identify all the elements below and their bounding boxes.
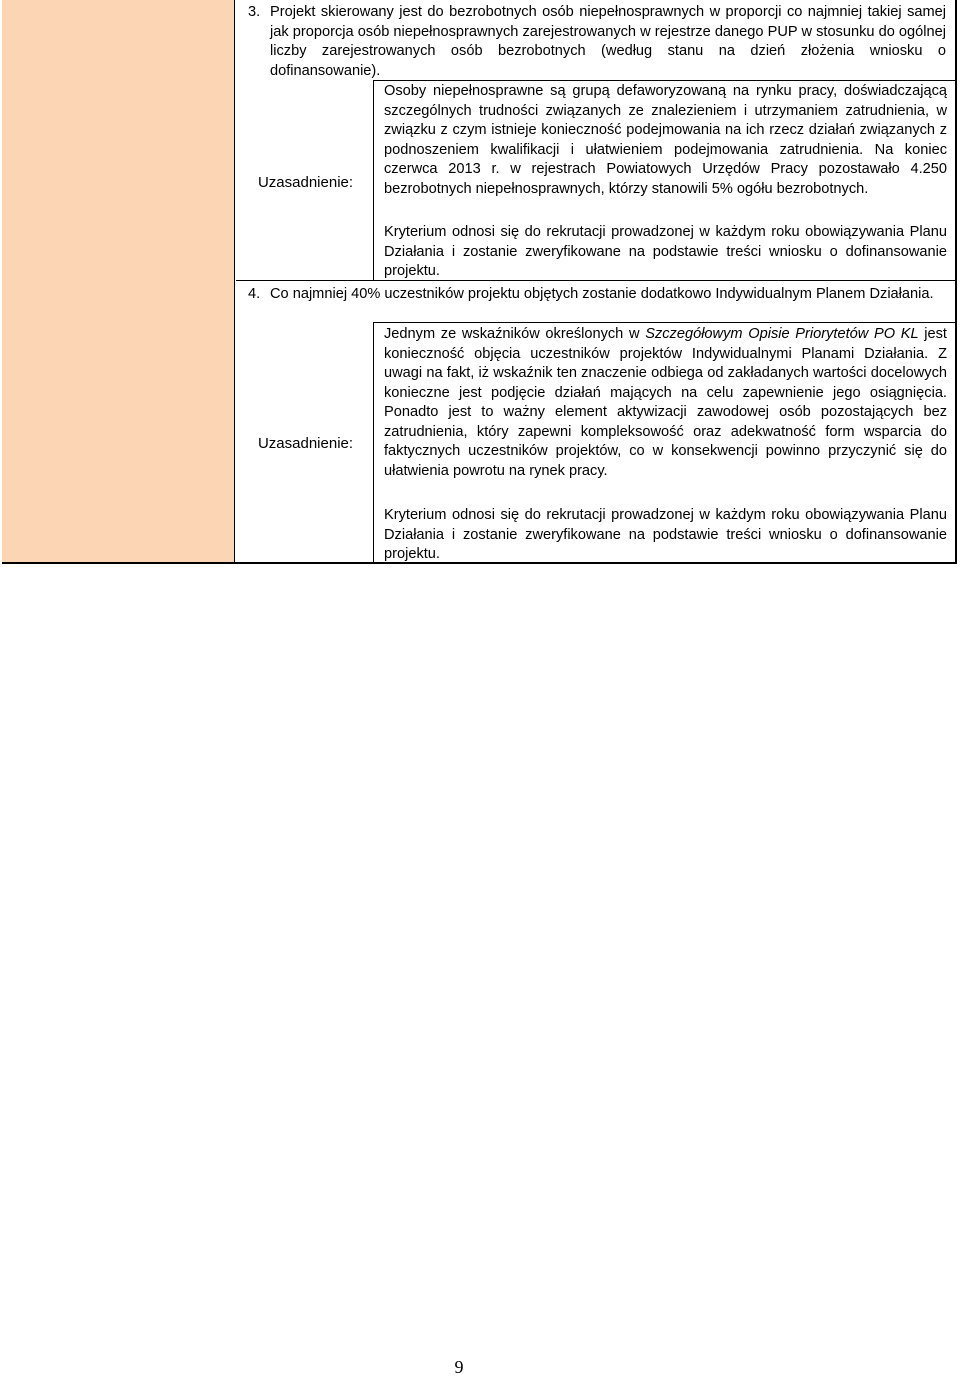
cell-divider	[373, 322, 374, 562]
page-number: 9	[454, 1357, 464, 1377]
item-3-justification-paragraph-1: Osoby niepełnosprawne są grupą defaworyzowaną na rynku pracy, doświadczającą szczególnych trudności związanych ze znalezieniem i utrzymaniem zatrudnienia, w związku z czym istnieje konieczność podejmowania na ich rzecz działań związanych z podnoszeniem kwalifikacji i ułatwieniem podejmowania zatrudnienia. Na koniec czerwca 2013 r. w rejestrach Powiatowych Urzędów Pracy pozostawało 4.250 bezrobotnych niepełnosprawnych, którzy stanowili 5% ogółu bezrobotnych.	[384, 83, 947, 197]
item-4-number: 4.	[248, 286, 261, 302]
item-4-justification-paragraph-1	[384, 325, 947, 481]
item-4-justification-lead: Jednym ze wskaźników określonych w	[384, 326, 646, 342]
item-3-number: 3.	[248, 4, 261, 20]
item-4-criterion: Co najmniej 40% uczestników projektu objętych zostanie dodatkowo Indywidualnym Planem Działania.	[270, 286, 934, 302]
item-4-justification-label: Uzasadnienie:	[257, 435, 354, 452]
row-divider	[373, 322, 957, 323]
item-4-justification-rest: jest konieczność objęcia uczestników projektów Indywidualnymi Planami Działania. Z uwagi na fakt, iż wskaźnik ten znaczenie odbiega od zakładanych wartości docelowych konieczne jest podjęcie działań mających na celu zapewnienie jego osiągnięcia. Ponadto jest to ważny element aktywizacji zawodowej osób pozostających bez zatrudnienia, który zapewni kompleksowość oraz adekwatność form wsparcia do faktycznych uczestników projektów, co w konsekwencji powinno przyczynić się do ułatwienia powrotu na rynek pracy.	[384, 326, 947, 479]
item-3-criterion: Projekt skierowany jest do bezrobotnych osób niepełnosprawnych w proporcji co najmniej takiej samej jak proporcja osób niepełnosprawnych zarejestrowanych w rejestrze danego PUP w stosunku do ogólnej liczby zarejestrowanych osób bezrobotnych (według stanu na dzień złożenia wniosku o dofinansowanie).	[270, 4, 946, 79]
item-3-justification-paragraph-2: Kryterium odnosi się do rekrutacji prowadzonej w każdym roku obowiązywania Planu Działania i zostanie zweryfikowane na podstawie treści wniosku o dofinansowanie projektu.	[384, 224, 947, 279]
item-4-justification-paragraph-2: Kryterium odnosi się do rekrutacji prowadzonej w każdym roku obowiązywania Planu Działania i zostanie zweryfikowane na podstawie treści wniosku o dofinansowanie projektu.	[384, 507, 947, 562]
item-3-justification-label: Uzasadnienie:	[257, 174, 354, 191]
table-left-shaded-column	[2, 0, 235, 562]
item-4-justification-document-title: Szczegółowym Opisie Priorytetów PO KL	[645, 326, 919, 342]
cell-divider	[373, 80, 374, 280]
